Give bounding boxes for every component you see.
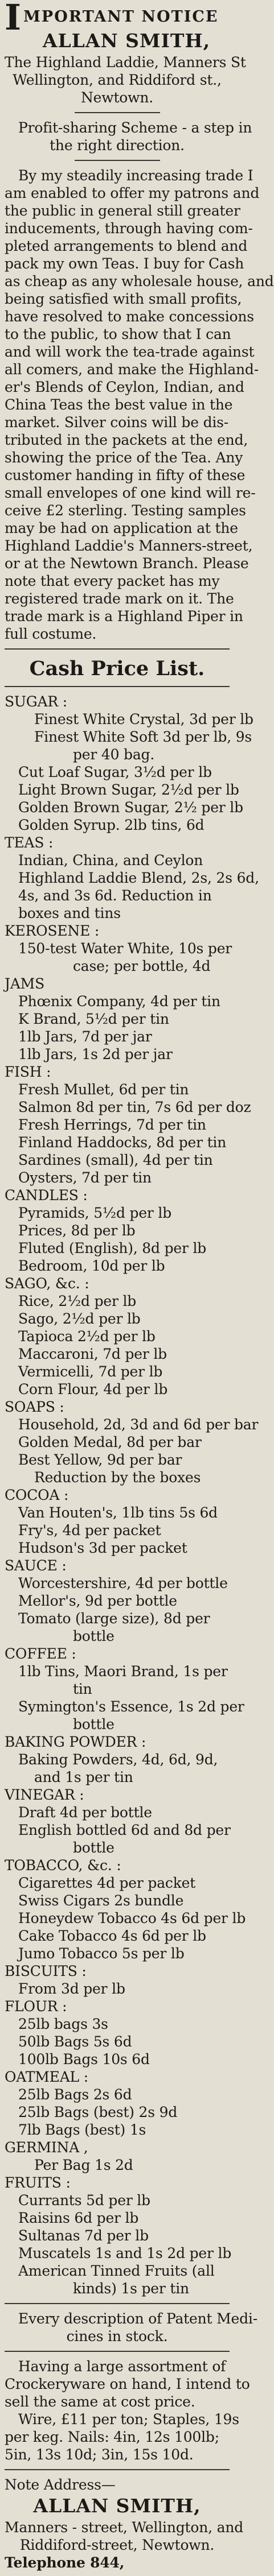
price-item: Oysters, 7d per tin: [18, 1169, 152, 1186]
category-heading: KEROSENE :: [5, 923, 100, 939]
footer-address-line: Riddiford-street, Newtown.: [19, 2537, 215, 2553]
crockery-notice-line: Crockeryware on hand, I intend to: [5, 2376, 250, 2392]
price-item: bottle: [73, 1716, 114, 1733]
price-item: Light Brown Sugar, 2½d per lb: [18, 782, 239, 798]
notice-body-line: the public in general still greater: [5, 202, 240, 219]
price-item: Finest White Soft 3d per lb, 9s: [34, 729, 252, 745]
notice-body-line: note that every packet has my: [5, 573, 220, 589]
notice-body-line: customer handing in fifty of these: [5, 467, 246, 483]
footer-address-line: Manners - street, Wellington, and: [5, 2519, 244, 2536]
notice-body-line: Highland Laddie's Manners-street,: [5, 537, 253, 554]
category-heading: OATMEAL :: [5, 2069, 88, 2085]
price-item: Best Yellow, 9d per bar: [18, 1452, 182, 1468]
price-category: [5, 1962, 230, 1998]
price-category: [5, 1486, 230, 1557]
price-item: Golden Medal, 8d per bar: [18, 1434, 202, 1450]
divider: [5, 2351, 230, 2352]
price-item: Tapioca 2½d per lb: [18, 1328, 156, 1345]
price-item: 25lb bags 3s: [18, 2016, 108, 2032]
divider: [5, 2469, 230, 2470]
price-list-title: Cash Price List.: [29, 657, 205, 680]
price-item: K Brand, 5½d per tin: [18, 1011, 169, 1027]
address-line: The Highland Laddie, Manners St: [5, 54, 246, 71]
price-item: Honeydew Tobacco 4s 6d per lb: [18, 1910, 246, 1926]
price-item: Rice, 2½d per lb: [18, 1293, 137, 1309]
price-item: 7lb Bags (best) 1s: [18, 2122, 146, 2138]
price-item: 100lb Bags 10s 6d: [18, 2051, 150, 2068]
price-category: [5, 693, 253, 834]
notice-body-line: tributed in the packets at the end,: [5, 432, 248, 448]
notice-body-line: and will work the tea-trade against: [5, 344, 255, 360]
patent-notice-line: cines in stock.: [66, 2328, 168, 2345]
price-item: Muscatels 1s and 1s 2d per lb: [18, 2245, 232, 2261]
price-item: case; per bottle, 4d: [73, 958, 211, 974]
notice-body: [5, 167, 274, 643]
price-item: Reduction by the boxes: [34, 1469, 201, 1486]
notice-title: MPORTANT NOTICE: [23, 8, 219, 26]
price-item: Currants 5d per lb: [18, 2192, 150, 2209]
notice-body-line: er's Blends of Ceylon, Indian, and: [5, 379, 244, 395]
price-item: Golden Brown Sugar, 2½ per lb: [18, 799, 243, 816]
price-item: Golden Syrup. 2lb tins, 6d: [18, 817, 205, 833]
price-item: kinds) 1s per tin: [73, 2280, 189, 2297]
divider: [5, 2303, 230, 2304]
price-category: [5, 1856, 246, 1962]
price-item: Raisins 6d per lb: [18, 2210, 139, 2226]
patent-notice-line: Every description of Patent Medi-: [18, 2310, 257, 2327]
price-item: Bedroom, 10d per lb: [18, 1258, 165, 1274]
price-category: [5, 2174, 230, 2297]
crockery-notice-line: 5in, 13s 10d; 3in, 15s 10d.: [5, 2446, 194, 2463]
address-line: Newtown.: [80, 89, 153, 106]
notice-body-line: showing the price of the Tea. Any: [5, 449, 243, 466]
divider: [75, 160, 160, 161]
price-item: Baking Powders, 4d, 6d, 9d,: [18, 1751, 218, 1768]
price-category: [5, 1186, 230, 1275]
category-heading: COFFEE :: [5, 1645, 76, 1662]
address-line: Wellington, and Riddiford st.,: [13, 72, 222, 88]
telephone-line: Telephone 844,: [5, 2554, 125, 2571]
price-item: English bottled 6d and 8d per: [18, 1822, 231, 1838]
category-heading: GERMINA ,: [5, 2139, 88, 2156]
price-item: Finland Haddocks, 8d per tin: [18, 1134, 227, 1151]
price-list: [5, 693, 259, 2297]
price-category: [5, 1998, 230, 2068]
price-category: [5, 1063, 251, 1186]
notice-body-line: being satisfied with small profits,: [5, 291, 242, 307]
price-item: Vermicelli, 7d per lb: [18, 1363, 163, 1380]
price-item: Sardines (small), 4d per tin: [18, 1152, 213, 1168]
price-item: 1lb Jars, 1s 2d per jar: [18, 1046, 173, 1062]
notice-body-line: trade mark is a Highland Piper in: [5, 608, 243, 625]
divider: [5, 686, 230, 687]
price-item: Household, 2d, 3d and 6d per bar: [18, 1416, 259, 1433]
notice-body-line: pleted arrangements to blend and: [5, 238, 248, 254]
price-item: Maccaroni, 7d per lb: [18, 1346, 167, 1362]
price-item: Cut Loaf Sugar, 3½d per lb: [18, 764, 212, 780]
notice-body-line: market. Silver coins will be dis-: [5, 414, 229, 431]
notice-body-line: as cheap as any wholesale house, and: [5, 273, 274, 290]
profit-sharing-line: Profit-sharing Scheme - a step in: [18, 119, 252, 136]
divider: [75, 112, 160, 113]
category-heading: TEAS :: [5, 834, 54, 851]
dropcap-letter: I: [5, 0, 22, 38]
price-item: 1lb Tins, Maori Brand, 1s per: [18, 1663, 228, 1680]
price-item: 25lb Bags 2s 6d: [18, 2086, 132, 2103]
firm-name: ALLAN SMITH,: [42, 30, 211, 52]
category-heading: SAUCE :: [5, 1557, 67, 1574]
price-item: Cake Tobacco 4s 6d per lb: [18, 1928, 206, 1944]
notice-body-line: pack my own Teas. I buy for Cash: [5, 255, 244, 272]
price-item: Draft 4d per bottle: [18, 1804, 152, 1821]
notice-body-line: small envelopes of one kind will re-: [5, 485, 256, 501]
notice-body-line: may be had on application at the: [5, 520, 238, 536]
price-item: Tomato (large size), 8d per: [18, 1610, 210, 1627]
price-item: Mellor's, 9d per bottle: [18, 1593, 177, 1609]
notice-body-line: to the public, to show that I can: [5, 326, 231, 342]
price-item: Salmon 8d per tin, 7s 6d per doz: [18, 1099, 251, 1115]
price-item: Finest White Crystal, 3d per lb: [34, 711, 253, 727]
price-category: [5, 834, 259, 922]
price-item: Symington's Essence, 1s 2d per: [18, 1698, 244, 1715]
price-item: Fresh Herrings, 7d per tin: [18, 1117, 206, 1133]
price-item: Fry's, 4d per packet: [18, 1522, 161, 1539]
notice-body-line: By my steadily increasing trade I: [18, 167, 253, 184]
price-item: Sultanas 7d per lb: [18, 2227, 149, 2244]
notice-body-line: or at the Newtown Branch. Please: [5, 555, 249, 572]
price-item: Prices, 8d per lb: [18, 1222, 136, 1239]
price-item: Hudson's 3d per packet: [18, 1540, 187, 1556]
crockery-notice-line: per keg. Nails: 4in, 12s 100lb;: [5, 2429, 219, 2445]
price-category: [5, 975, 230, 1063]
price-item: 25lb Bags (best) 2s 9d: [18, 2104, 178, 2120]
category-heading: BAKING POWDER :: [5, 1734, 146, 1750]
category-heading: TOBACCO, &c. :: [5, 1857, 121, 1874]
notice-heading: [5, 0, 230, 38]
price-item: Fresh Mullet, 6d per tin: [18, 1081, 189, 1098]
price-item: Per Bag 1s 2d: [34, 2157, 133, 2173]
price-category: [5, 1275, 230, 1398]
price-item: Fluted (English), 8d per lb: [18, 1240, 207, 1256]
price-category: [5, 2139, 230, 2174]
price-item: Swiss Cigars 2s bundle: [18, 1892, 184, 1909]
price-item: bottle: [73, 1628, 114, 1644]
crockery-notice-line: sell the same at cost price.: [5, 2393, 195, 2410]
price-item: tin: [73, 1681, 92, 1697]
price-item: 50lb Bags 5s 6d: [18, 2033, 132, 2050]
category-heading: BISCUITS :: [5, 1963, 87, 1979]
price-category: [5, 1398, 259, 1486]
notice-body-line: China Teas the best value in the: [5, 396, 233, 413]
notice-body-line: all comers, and make the Highland-: [5, 361, 259, 378]
price-category: [5, 1786, 230, 1856]
profit-sharing-line: the right direction.: [50, 137, 185, 154]
price-item: Phœnix Company, 4d per tin: [18, 993, 220, 1010]
price-item: per 40 bag.: [73, 746, 155, 763]
category-heading: FLOUR :: [5, 1998, 67, 2015]
category-heading: FISH :: [5, 1064, 51, 1080]
price-category: [5, 1557, 230, 1645]
price-item: Van Houten's, 1lb tins 5s 6d: [18, 1504, 218, 1521]
price-item: Corn Flour, 4d per lb: [18, 1381, 168, 1397]
notice-body-line: am enabled to offer my patrons and: [5, 185, 260, 201]
price-item: American Tinned Fruits (all: [18, 2263, 215, 2279]
notice-body-line: full costume.: [5, 626, 97, 642]
price-item: 150-test Water White, 10s per: [18, 940, 232, 957]
price-category: [5, 1645, 244, 1733]
price-category: [5, 1733, 230, 1786]
category-heading: VINEGAR :: [5, 1787, 84, 1803]
notice-body-line: registered trade mark on it. The: [5, 590, 234, 607]
category-heading: COCOA :: [5, 1487, 69, 1503]
price-item: Cigarettes 4d per packet: [18, 1875, 196, 1891]
crockery-notice-line: Having a large assortment of: [18, 2358, 226, 2375]
category-heading: JAMS: [5, 975, 45, 992]
category-heading: CANDLES :: [5, 1187, 88, 1204]
price-item: Sago, 2½d per lb: [18, 1310, 141, 1327]
price-category: [5, 2068, 230, 2139]
note-address-label: Note Address—: [5, 2476, 116, 2493]
price-item: Worcestershire, 4d per bottle: [18, 1575, 228, 1591]
price-item: Indian, China, and Ceylon: [18, 852, 203, 869]
price-item: From 3d per lb: [18, 1980, 125, 1997]
notice-body-line: ceive £2 sterling. Testing samples: [5, 502, 246, 519]
price-item: and 1s per tin: [34, 1769, 133, 1785]
price-item: Pyramids, 5½d per lb: [18, 1205, 172, 1221]
category-heading: SOAPS :: [5, 1399, 64, 1415]
category-heading: FRUITS :: [5, 2174, 71, 2191]
price-item: boxes and tins: [18, 905, 121, 921]
price-item: Jumo Tobacco 5s per lb: [18, 1945, 185, 1962]
notice-body-line: have resolved to make concessions: [5, 308, 254, 325]
price-item: 4s, and 3s 6d. Reduction in: [18, 887, 212, 904]
footer-firm-name: ALLAN SMITH,: [33, 2495, 201, 2517]
crockery-notice-line: Wire, £11 per ton; Staples, 19s: [18, 2411, 239, 2428]
price-category: [5, 922, 230, 975]
notice-body-line: inducements, through having com-: [5, 220, 253, 237]
price-item: 1lb Jars, 7d per jar: [18, 1028, 152, 1045]
divider: [5, 648, 230, 650]
price-item: Highland Laddie Blend, 2s, 2s 6d,: [18, 870, 259, 886]
price-item: bottle: [73, 1839, 114, 1856]
category-heading: SUGAR :: [5, 693, 68, 710]
category-heading: SAGO, &c. :: [5, 1275, 89, 1292]
